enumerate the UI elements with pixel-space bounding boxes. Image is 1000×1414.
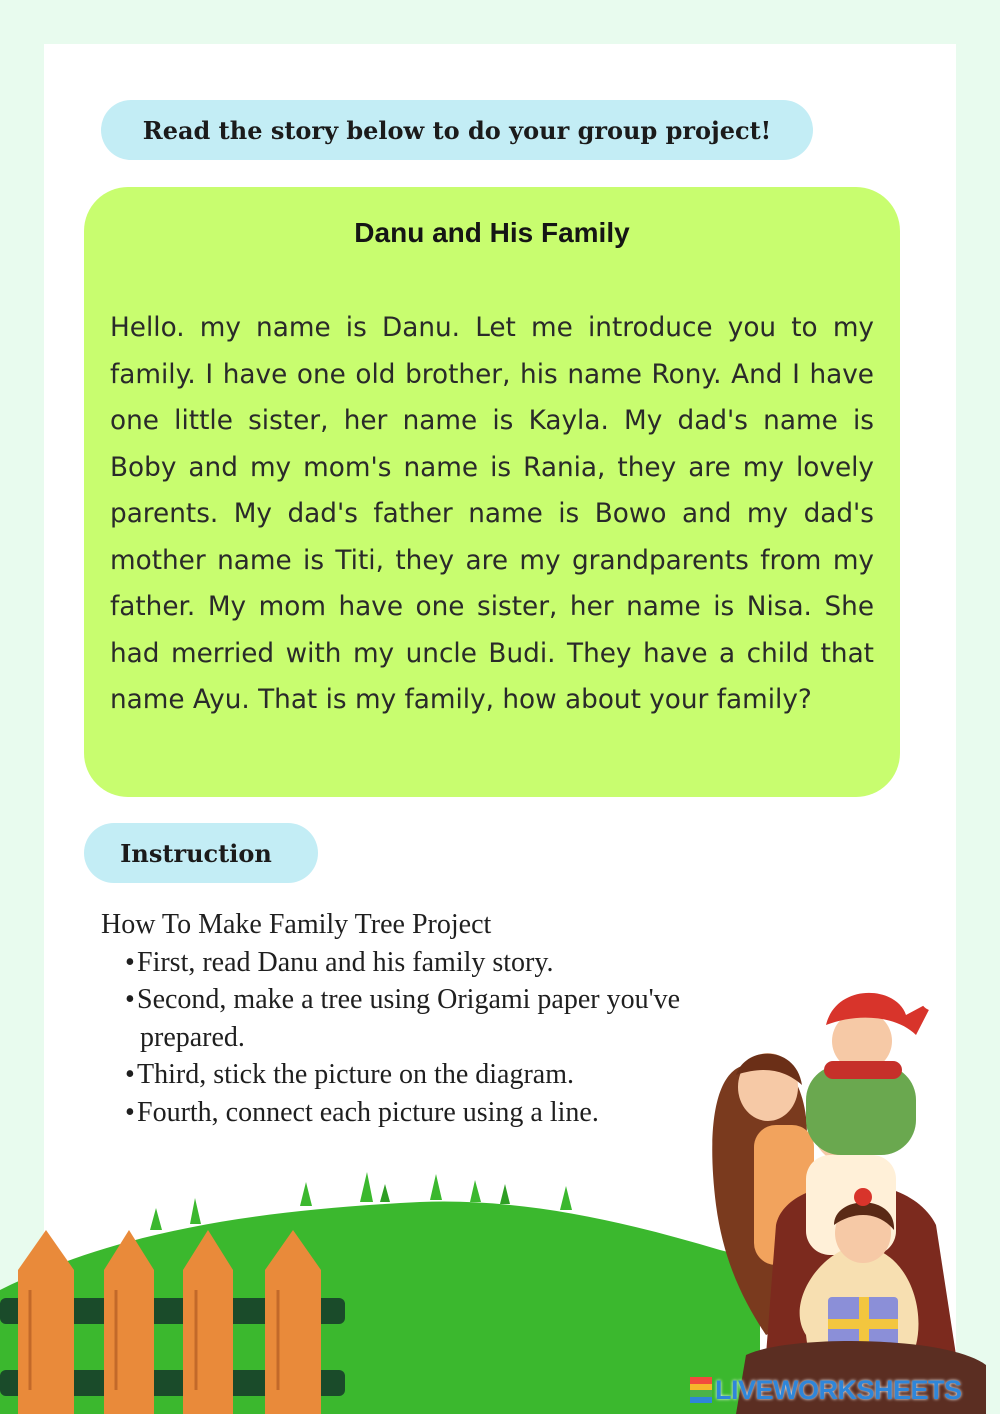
family-illustration bbox=[706, 975, 1000, 1414]
son-figure bbox=[806, 983, 948, 1155]
step-text: First, read Danu and his family story. bbox=[137, 946, 554, 978]
story-body: Hello. my name is Danu. Let me introduce you to my family. I have one old brother, his name Rony. And I have one little sister, her name is Kayla. My dad's name is Boby and my mom's name is Rania, they are my lovely parents. My dad's father name is Bowo and my dad's mother name is Titi, they are my grandparents from my father. My mom have one sister, her name is Nisa. She had merried with my uncle Budi. They have a child that name Ayu. That is my family, how about your family? bbox=[110, 313, 874, 715]
step-text: Third, stick the picture on the diagram. bbox=[137, 1059, 574, 1090]
story-card bbox=[84, 187, 900, 797]
step-text: Second, make a tree using Origami paper you've bbox=[137, 984, 681, 1015]
instruction-pill bbox=[84, 823, 318, 883]
step-text: Fourth, connect each picture using a line. bbox=[137, 1096, 599, 1128]
header-pill bbox=[101, 100, 813, 160]
liveworksheets-logo-icon bbox=[690, 1377, 712, 1403]
step-text-continued: prepared. bbox=[140, 1021, 245, 1053]
instruction-label: Instruction bbox=[120, 838, 272, 868]
watermark-text: LIVEWORKSHEETS bbox=[715, 1374, 962, 1405]
liveworksheets-watermark bbox=[690, 1373, 962, 1407]
instruction-title: How To Make Family Tree Project bbox=[101, 909, 492, 940]
header-text: Read the story below to do your group project! bbox=[142, 115, 772, 145]
story-title: Danu and His Family bbox=[354, 217, 630, 248]
